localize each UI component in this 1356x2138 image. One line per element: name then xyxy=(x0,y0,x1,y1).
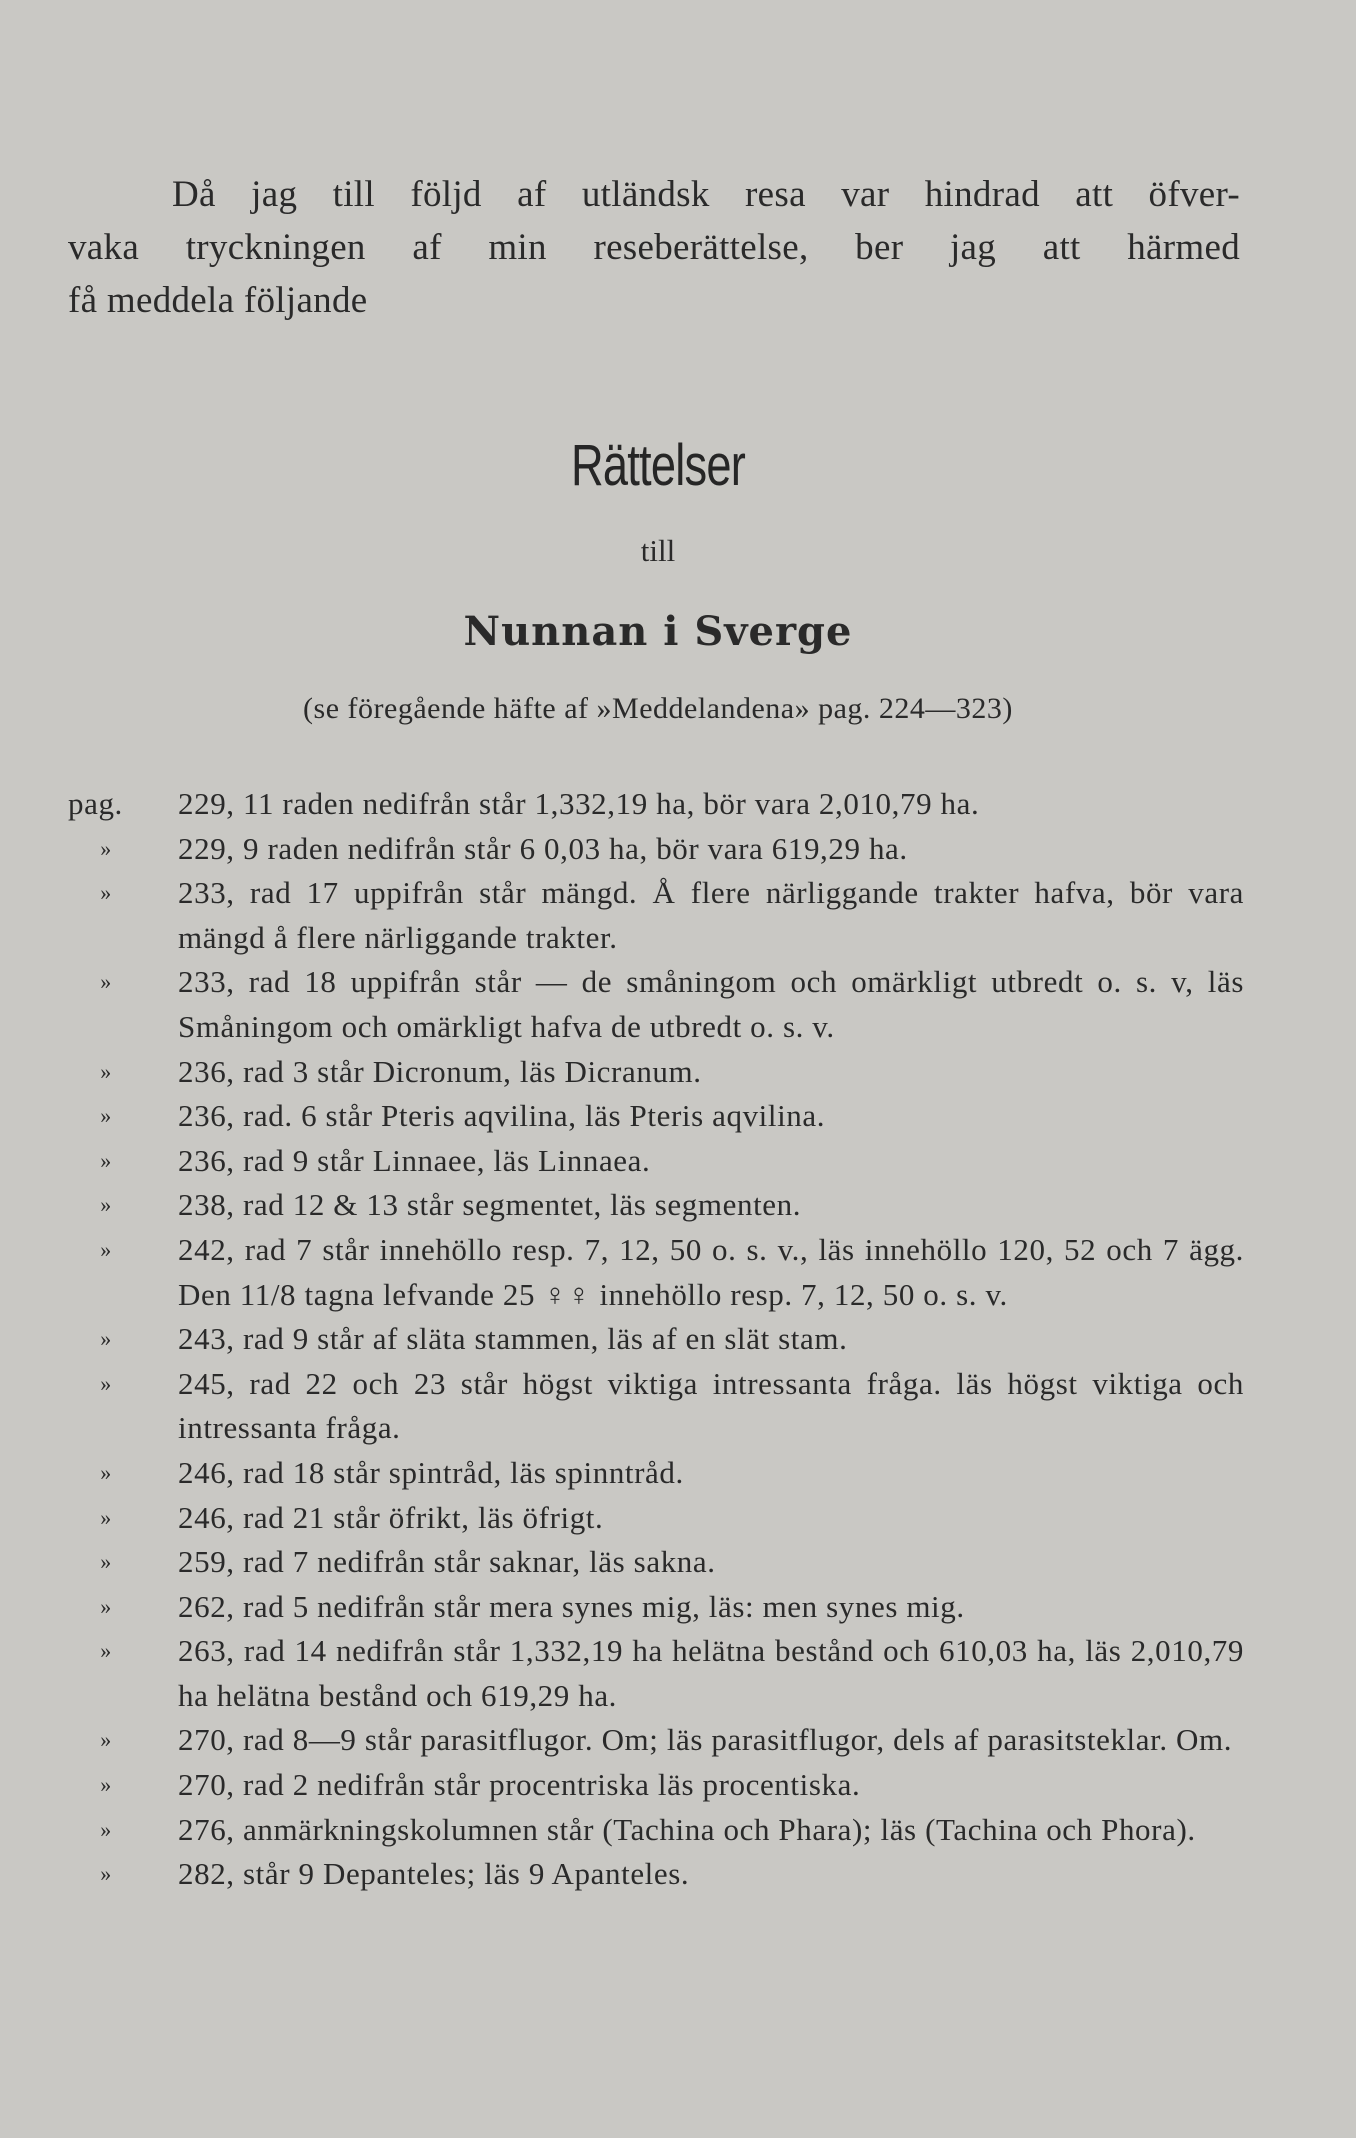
correction-text: 245, rad 22 och 23 står högst viktiga intressanta fråga. läs högst viktiga och intressanta fråga. xyxy=(178,1365,1244,1446)
list-item xyxy=(68,1852,1244,1897)
list-item xyxy=(68,1317,1244,1362)
ditto-mark: » xyxy=(100,1638,112,1664)
list-item xyxy=(68,782,1244,827)
corrections-list xyxy=(68,782,1244,1897)
ditto-mark: » xyxy=(100,1772,112,1798)
correction-text: 262, rad 5 nedifrån står mera synes mig, läs: men synes mig. xyxy=(178,1588,965,1624)
correction-text: 263, rad 14 nedifrån står 1,332,19 ha helätna bestånd och 610,03 ha, läs 2,010,79 ha helätna bestånd och 619,29 ha. xyxy=(178,1633,1244,1713)
ditto-mark: » xyxy=(100,1727,112,1753)
correction-text: 229, 11 raden nedifrån står 1,332,19 ha, bör vara 2,010,79 ha. xyxy=(178,786,980,821)
list-item xyxy=(68,1763,1244,1808)
page-title: Rättelser xyxy=(570,433,746,498)
list-item xyxy=(68,1496,1244,1541)
ditto-mark: » xyxy=(100,1147,112,1173)
ditto-mark: » xyxy=(100,1192,112,1218)
list-item xyxy=(68,1050,1244,1095)
intro-line: vaka tryckningen af min reseberättelse, ber jag att härmed xyxy=(68,227,1240,268)
ditto-mark: » xyxy=(100,1236,112,1262)
list-item xyxy=(68,1228,1244,1317)
list-item xyxy=(68,1718,1244,1763)
correction-text: 233, rad 18 uppifrån står — de småningom och omärkligt utbredt o. s. v, läs Småningom och omärkligt hafva de utbredt o. s. v. xyxy=(178,964,1244,1044)
correction-text: 236, rad 3 står Dicronum, läs Dicranum. xyxy=(178,1053,702,1089)
correction-text: 259, rad 7 nedifrån står saknar, läs sakna. xyxy=(178,1544,716,1580)
ditto-mark: » xyxy=(100,1816,112,1842)
reference-note: (se föregående häfte af »Meddelandena» pag. 224—323) xyxy=(303,692,1013,725)
correction-text: 246, rad 18 står spintråd, läs spinntråd. xyxy=(178,1454,684,1490)
list-item xyxy=(68,1451,1244,1496)
ditto-mark: » xyxy=(100,1593,112,1619)
ditto-mark: » xyxy=(100,969,112,995)
correction-text: 236, rad 9 står Linnaee, läs Linnaea. xyxy=(178,1142,651,1178)
ditto-mark: » xyxy=(100,1326,112,1352)
correction-text: 236, rad. 6 står Pteris aqvilina, läs Pteris aqvilina. xyxy=(178,1098,826,1134)
list-item xyxy=(68,1808,1244,1853)
ditto-mark: » xyxy=(100,1058,112,1084)
correction-text: 229, 9 raden nedifrån står 6 0,03 ha, bör vara 619,29 ha. xyxy=(178,830,908,866)
list-item xyxy=(68,960,1244,1049)
list-item xyxy=(68,1585,1244,1630)
ditto-mark: » xyxy=(100,1549,112,1575)
correction-text: 233, rad 17 uppifrån står mängd. Å flere närliggande trakter hafva, bör vara mängd å flere närliggande trakter. xyxy=(178,875,1244,955)
page-prefix: pag. xyxy=(68,786,123,821)
list-item xyxy=(68,827,1244,872)
correction-text: 270, rad 8—9 står parasitflugor. Om; läs parasitflugor, dels af parasitsteklar. Om. xyxy=(178,1722,1233,1758)
list-item xyxy=(68,871,1244,960)
list-item xyxy=(68,1540,1244,1585)
list-item xyxy=(68,1094,1244,1139)
intro-paragraph xyxy=(68,168,1240,327)
correction-text: 243, rad 9 står af släta stammen, läs af en slät stam. xyxy=(178,1321,848,1357)
ditto-mark: » xyxy=(100,1103,112,1129)
correction-text: 238, rad 12 & 13 står segmentet, läs segmenten. xyxy=(178,1187,802,1223)
ditto-mark: » xyxy=(100,1861,112,1887)
correction-text: 246, rad 21 står öfrikt, läs öfrigt. xyxy=(178,1499,604,1535)
correction-text: 270, rad 2 nedifrån står procentriska läs procentiska. xyxy=(178,1767,861,1803)
subtitle: Nunnan i Sverge xyxy=(463,608,853,655)
ditto-mark: » xyxy=(100,835,112,861)
title-connector: till xyxy=(640,533,676,568)
correction-text: 282, står 9 Depanteles; läs 9 Apanteles. xyxy=(178,1856,690,1892)
correction-text: 276, anmärkningskolumnen står (Tachina och Phara); läs (Tachina och Phora). xyxy=(178,1811,1196,1847)
list-item xyxy=(68,1629,1244,1718)
list-item xyxy=(68,1139,1244,1184)
ditto-mark: » xyxy=(100,1459,112,1485)
list-item xyxy=(68,1183,1244,1228)
intro-line: få meddela följande xyxy=(68,280,368,321)
intro-line: Då jag till följd af utländsk resa var hindrad att öfver- xyxy=(172,174,1240,215)
correction-text: 242, rad 7 står innehöllo resp. 7, 12, 50 o. s. v., läs innehöllo 120, 52 och 7 ägg. Den 11/8 tagna lefvande 25 ♀♀ innehöllo resp. 7, 12, 50 o. s. v. xyxy=(178,1231,1244,1312)
list-item xyxy=(68,1362,1244,1451)
ditto-mark: » xyxy=(100,1504,112,1530)
ditto-mark: » xyxy=(100,1370,112,1396)
ditto-mark: » xyxy=(100,880,112,906)
